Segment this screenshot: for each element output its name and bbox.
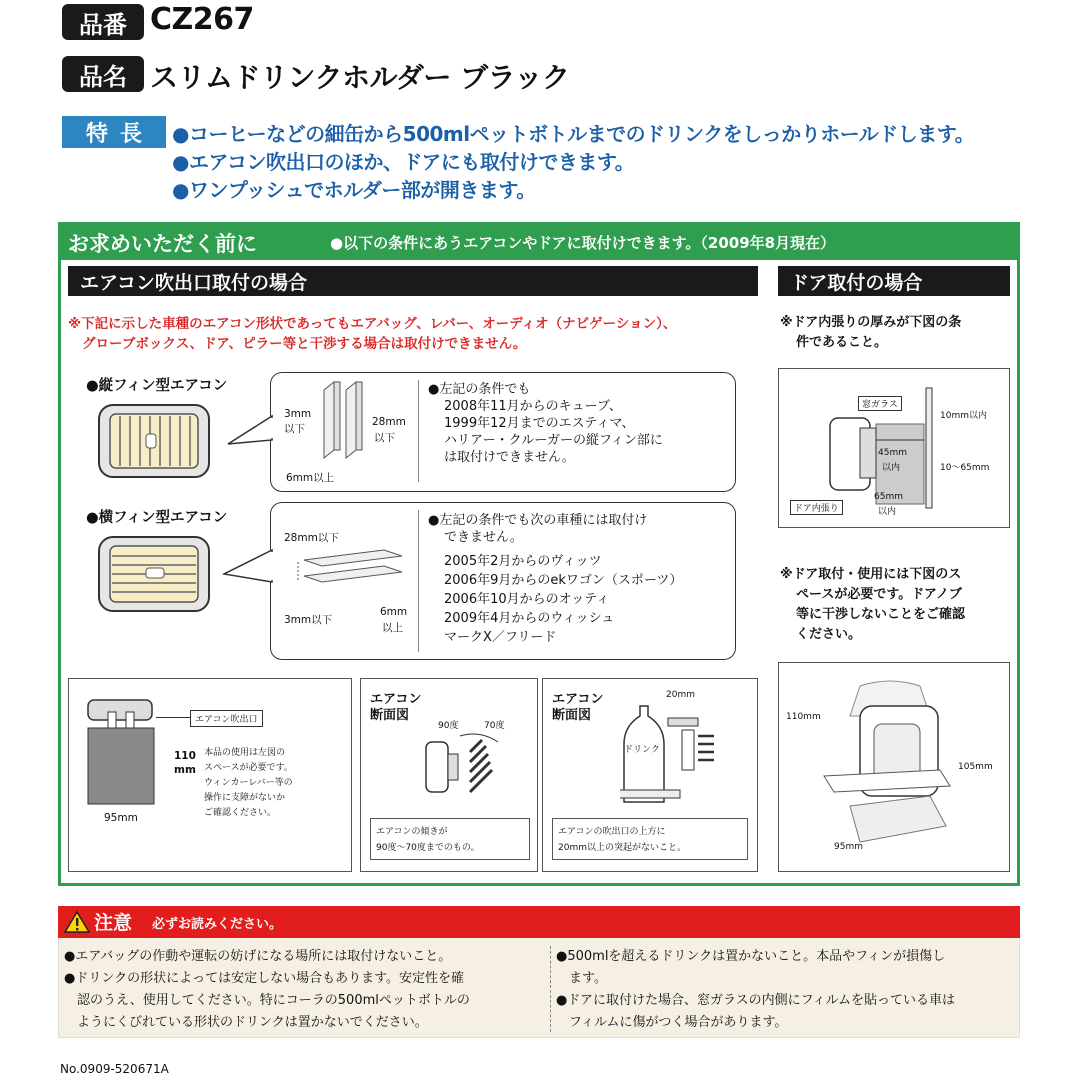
caution-subtitle: 必ずお読みください。 (152, 917, 283, 932)
door-dim-95: 95mm (834, 842, 863, 852)
door-dim-105: 105mm (958, 762, 993, 772)
horizontal-fin-note: できません。 (444, 530, 523, 545)
door-condition: 件であること。 (796, 335, 888, 350)
clearance-panel-title: エアコン (552, 692, 604, 707)
vertical-fin-note: ●左記の条件でも (428, 382, 531, 397)
caution-left-line: ●エアバッグの作動や運転の妨げになる場所には取付けないこと。 (64, 949, 452, 964)
door-space-note: ※ドア取付・使用には下図のス (780, 567, 962, 582)
angle-panel-title: エアコン (370, 692, 422, 707)
door-dim-110: 110mm (786, 712, 821, 722)
space-note: 本品の使用は左図の (204, 748, 286, 758)
dim-gap: 6mm (380, 606, 408, 618)
dim-height-suffix: 以下 (374, 432, 395, 444)
horizontal-fin-title: ●横フィン型エアコン (86, 510, 228, 526)
dim65-suffix: 以内 (878, 507, 897, 517)
angle-diagram (420, 732, 520, 798)
vertical-fin-diagram (320, 380, 372, 462)
leader-line (156, 717, 190, 718)
space-note: ご確認ください。 (204, 808, 277, 818)
callout-pointer (222, 548, 274, 588)
space-note: 操作に支障がないか (204, 793, 286, 803)
caution-right-line: フィルムに傷がつく場合があります。 (556, 1015, 788, 1030)
product-code-label: 品番 (62, 4, 144, 40)
door-space-note: ペースが必要です。ドアノブ (796, 587, 962, 602)
drink-label: ドリンク (624, 745, 660, 755)
clearance-dim: 20mm (666, 690, 695, 700)
space-note: ウィンカーレバー等の (204, 778, 293, 788)
caution-left-line: 認のうえ、使用してください。特にコーラの500mlペットボトルの (64, 993, 470, 1008)
dim65-label: 65mm (874, 492, 903, 502)
caution-right-line: ●500mlを超えるドリンクは置かないこと。本品やフィンが損傷し (556, 949, 946, 964)
caution-right-line: ます。 (556, 971, 607, 986)
space-height-unit: mm (174, 764, 196, 776)
space-diagram (86, 698, 166, 808)
angle-90-label: 90度 (438, 721, 459, 731)
horizontal-fin-note: マークX／フリード (444, 630, 557, 645)
horizontal-fin-note: ●左記の条件でも次の車種には取付け (428, 513, 648, 528)
angle-caption: 90度～70度までのもの。 (376, 843, 480, 853)
dim-thickness: 3mm (284, 408, 312, 420)
dim-thickness-suffix: 以下 (284, 423, 305, 435)
gap-label: 10mm以内 (940, 411, 987, 421)
dim45-suffix: 以内 (882, 463, 901, 473)
product-name-label: 品名 (62, 56, 144, 92)
horizontal-fin-illustration (96, 534, 212, 614)
horizontal-fin-diagram (296, 546, 408, 596)
feature-item: ●エアコン吹出口のほか、ドアにも取付けできます。 (172, 150, 635, 174)
caution-title: 注意 (94, 912, 133, 934)
aircon-warning-line: グローブボックス、ドア、ピラー等と干渉する場合は取付けできません。 (82, 336, 527, 352)
trim-label: ドア内張り (790, 500, 843, 515)
horizontal-fin-note: 2006年10月からのオッティ (444, 592, 610, 607)
angle-caption: エアコンの傾きが (376, 827, 448, 837)
feature-item: ●コーヒーなどの細缶から500mlペットボトルまでのドリンクをしっかりホールドします。 (172, 122, 975, 146)
vertical-fin-illustration (96, 402, 212, 480)
product-code: CZ267 (150, 2, 254, 37)
horizontal-fin-note: 2006年9月からのekワゴン（スポーツ） (444, 573, 683, 588)
horizontal-fin-note: 2009年4月からのウィッシュ (444, 611, 615, 626)
vertical-fin-note: 2008年11月からのキューブ、 (444, 399, 622, 414)
glass-label: 窓ガラス (858, 396, 902, 411)
outlet-label: エアコン吹出口 (190, 710, 263, 727)
caution-left-line: ようにくびれている形状のドリンクは置かないでください。 (64, 1015, 428, 1030)
angle-70-label: 70度 (484, 721, 505, 731)
warning-icon (64, 910, 90, 934)
caution-right-line: ●ドアに取付けた場合、窓ガラスの内側にフィルムを貼っている車は (556, 993, 956, 1008)
vertical-fin-note: 1999年12月までのエスティマ、 (444, 416, 635, 431)
product-name: スリムドリンクホルダー ブラック (150, 61, 570, 94)
dim-gap: 6mm以上 (286, 472, 335, 484)
feature-item: ●ワンプッシュでホルダー部が開きます。 (172, 178, 536, 202)
callout-pointer (226, 414, 274, 454)
range-label: 10～65mm (940, 463, 990, 473)
before-purchase-header (58, 222, 1020, 260)
clearance-caption: 20mm以上の突起がないこと。 (558, 843, 686, 853)
features-label: 特長 (62, 116, 166, 148)
divider (418, 380, 419, 482)
clearance-panel-subtitle: 断面図 (552, 708, 592, 723)
before-purchase-subtitle: ●以下の条件にあうエアコンやドアに取付けできます。（2009年8月現在） (330, 234, 836, 252)
vertical-fin-note: は取付けできません。 (444, 450, 575, 465)
vertical-fin-note: ハリアー・クルーガーの縦フィン部に (444, 433, 663, 448)
horizontal-fin-note: 2005年2月からのヴィッツ (444, 554, 602, 569)
angle-panel-subtitle: 断面図 (370, 708, 410, 723)
clearance-caption: エアコンの吹出口の上方に (558, 827, 666, 837)
document-number: No.0909-520671A (60, 1062, 169, 1076)
aircon-section-title: エアコン吹出口取付の場合 (68, 266, 758, 296)
dim-height: 28mm (372, 416, 406, 428)
door-section-title: ドア取付の場合 (778, 266, 1010, 296)
before-purchase-title: お求めいただく前に (68, 232, 257, 256)
dim-gap-suffix: 以上 (382, 622, 403, 634)
divider (418, 510, 419, 652)
space-width: 95mm (104, 812, 138, 824)
space-note: スペースが必要です。 (204, 763, 293, 773)
aircon-warning-line: ※下記に示した車種のエアコン形状であってもエアバッグ、レバー、オーディオ（ナビゲーション）、 (68, 316, 677, 332)
door-space-diagram (820, 676, 960, 856)
caution-divider (550, 946, 551, 1032)
dim-thickness: 3mm以下 (284, 614, 333, 626)
caution-left-line: ●ドリンクの形状によっては安定しない場合もあります。安定性を確 (64, 971, 465, 986)
space-height: 110 (174, 750, 196, 762)
door-space-note: ください。 (796, 627, 862, 642)
dim45-label: 45mm (878, 448, 907, 458)
door-condition: ※ドア内張りの厚みが下図の条 (780, 315, 962, 330)
door-space-note: 等に干渉しないことをご確認 (796, 607, 966, 622)
vertical-fin-title: ●縦フィン型エアコン (86, 378, 228, 394)
dim-width: 28mm以下 (284, 532, 339, 544)
